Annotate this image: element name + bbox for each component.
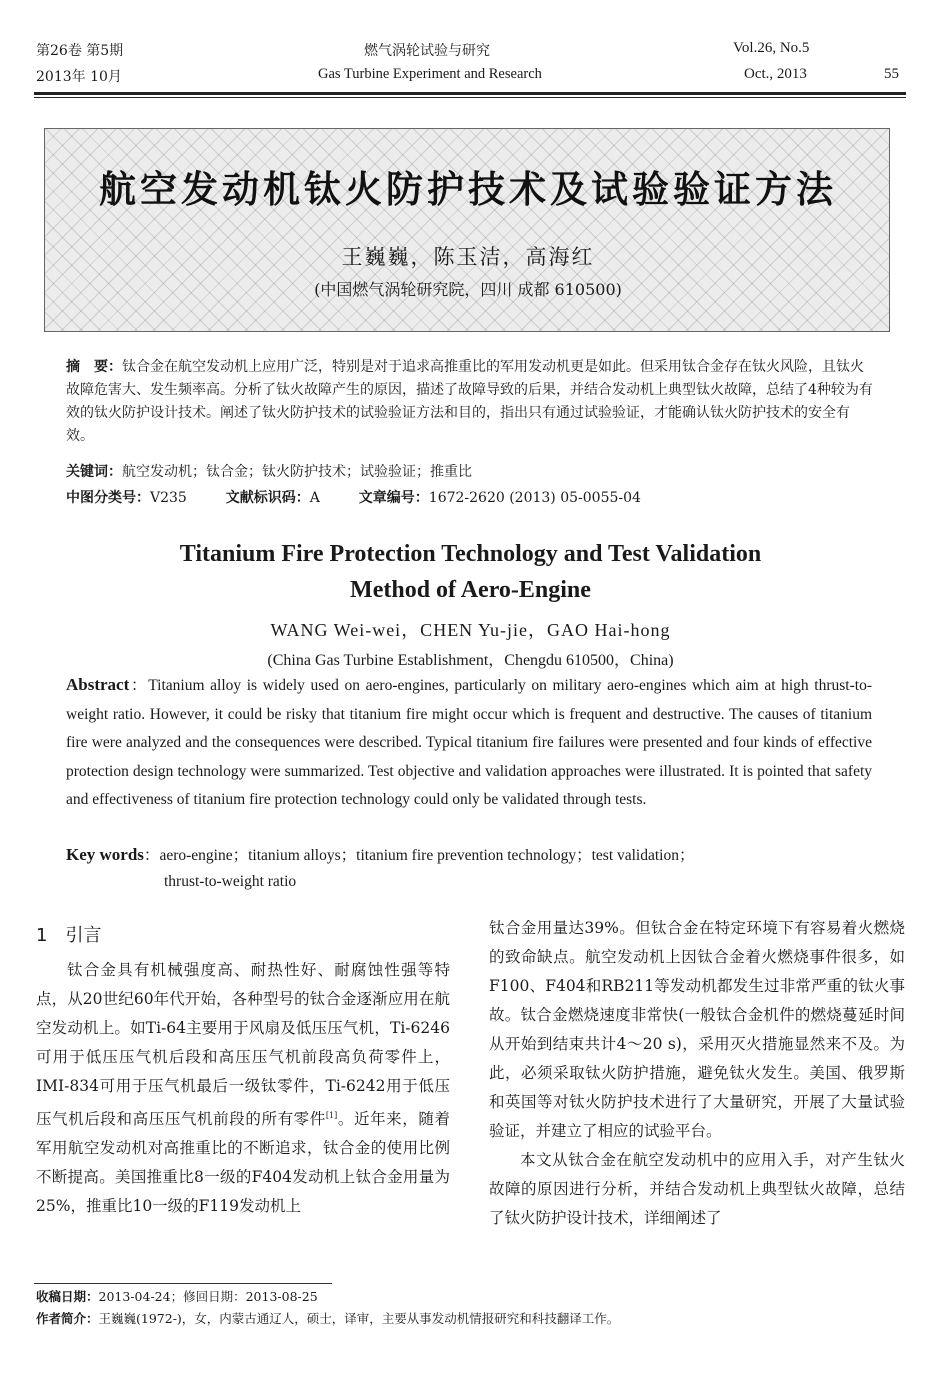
abstract-cn-label: 摘 要： [66, 359, 122, 375]
paper-title-en-line2: Method of Aero-Engine [350, 577, 591, 603]
footnote-received [36, 1287, 318, 1305]
intro-paragraph-1-text: 钛合金具有机械强度高、耐热性好、耐腐蚀性强等特点，从20世纪60年代开始，各种型号的钛合金逐渐应用在航空发动机上。如Ti-64主要用于风扇及低压压气机，Ti-6246可用于低压压气机后段和高压压气机前段高负荷零件上，IMI-834可用于压气机最后一级钛零件，Ti-6242用于低压压气机后段和高压压气机前段的所有零件 [36, 961, 450, 1129]
paper-title-cn: 航空发动机钛火防护技术及试验验证方法 [99, 168, 837, 211]
affiliation-cn: (中国燃气涡轮研究院，四川 成都 610500) [314, 280, 622, 299]
footnote-author-bio [36, 1309, 619, 1327]
intro-paragraph-2: 本文从钛合金在航空发动机中的应用入手，对产生钛火故障的原因进行分析，并结合发动机上典型钛火故障，总结了钛火防护设计技术，详细阐述了 [489, 1151, 905, 1227]
header-rule-thin [34, 97, 906, 98]
date-cn: 2013年 10月 [36, 69, 122, 85]
article-no-label: 文章编号： [358, 490, 429, 506]
body-column-left [36, 956, 450, 1221]
intro-paragraph-1-cont: 。近年来，随着军用航空发动机对高推重比的不断追求，钛合金的使用比例不断提高。美国推重比8一级的F404发动机上钛合金用量为25%，推重比10一级的F119发动机上 [36, 1110, 450, 1216]
keywords-en-line2: thrust-to-weight ratio [164, 873, 297, 890]
footnote-received-text: 2013-04-24；修回日期：2013-08-25 [98, 1289, 318, 1304]
page-number: 55 [884, 66, 899, 82]
footnote-author-label: 作者简介： [36, 1311, 99, 1326]
abstract-en-sep: ： [129, 677, 149, 694]
journal-name-en: Gas Turbine Experiment and Research [318, 66, 542, 82]
section-heading-introduction: 1 引言 [36, 925, 102, 946]
article-no-value: 1672-2620 (2013) 05-0055-04 [428, 490, 641, 506]
keywords-en [66, 843, 694, 865]
clc-label: 中图分类号： [66, 490, 150, 506]
date-en: Oct., 2013 [744, 66, 807, 82]
title-box [44, 128, 890, 332]
keywords-en-label: Key words [66, 845, 144, 864]
keywords-en-line1: aero-engine；titanium alloys；titanium fire prevention technology；test validation； [159, 847, 695, 864]
keywords-en-sep: ： [143, 847, 160, 864]
volume-issue-cn: 第26卷 第5期 [36, 43, 124, 59]
authors-en: WANG Wei-wei，CHEN Yu-jie，GAO Hai-hong [270, 620, 671, 640]
journal-name-cn: 燃气涡轮试验与研究 [364, 43, 490, 59]
doc-code-label: 文献标识码： [225, 490, 310, 506]
abstract-en [66, 671, 872, 815]
reference-marker: [1] [325, 1111, 338, 1120]
abstract-cn-text: 钛合金在航空发动机上应用广泛，特别是对于追求高推重比的军用发动机更是如此。但采用钛合金存在钛火风险，且钛火故障危害大、发生频率高。分析了钛火故障产生的原因，描述了故障导致的后果，并结合发动机上典型钛火故障，总结了4种较为有效的钛火防护设计技术。阐述了钛火防护技术的试验验证方法和目的，指出只有通过试验验证，才能确认钛火防护技术的安全有效。 [66, 359, 873, 444]
intro-paragraph-1-continued: 钛合金用量达39%。但钛合金在特定环境下有容易着火燃烧的致命缺点。航空发动机上因钛合金着火燃烧事件很多，如F100、F404和RB211等发动机都发生过非常严重的钛火事故。钛合金燃烧速度非常快(一般钛合金机件的燃烧蔓延时间从开始到结束共计4～20 s)，采用灭火措施显然来不及。为此，必须采取钛火防护措施，避免钛火发生。美国、俄罗斯和英国等对钛火防护技术进行了大量研究，开展了大量试验验证，并建立了相应的试验平台。 [489, 919, 905, 1140]
body-column-right [489, 914, 905, 1233]
header-rule-thick [34, 92, 906, 95]
paper-title-en-line1: Titanium Fire Protection Technology and Test Validation [179, 541, 762, 567]
doc-code-value: A [309, 490, 320, 506]
keywords-cn-text: 航空发动机；钛合金；钛火防护技术；试验验证；推重比 [122, 464, 472, 480]
keywords-cn [66, 461, 472, 481]
footnote-author-text: 王巍巍(1972-)，女，内蒙古通辽人，硕士，译审，主要从事发动机情报研究和科技翻译工作。 [98, 1311, 620, 1326]
clc-value: V235 [150, 490, 187, 506]
keywords-cn-label: 关键词： [66, 464, 122, 480]
classification-line [66, 487, 641, 507]
volume-issue-en: Vol.26, No.5 [733, 40, 810, 56]
affiliation-en: (China Gas Turbine Establishment，Chengdu 610500，China) [267, 652, 674, 669]
abstract-en-label: Abstract [66, 675, 130, 694]
abstract-cn [66, 356, 876, 448]
abstract-en-text: Titanium alloy is widely used on aero-engines, particularly on military aero-engines which aim at high thrust-to-weight ratio. However, it could be risky that titanium fire might occur which is frequent and destructive. The causes of titanium fire were analyzed and the consequences were described. Typical titanium fire failures were presented and four kinds of effective protection design technology were summarized. Test objective and validation approaches were illustrated. It is pointed that safety and effectiveness of titanium fire protection technology could only be validated through tests. [66, 677, 872, 808]
footnote-rule [34, 1283, 332, 1284]
intro-paragraph-1 [36, 956, 450, 1221]
authors-cn: 王巍巍，陈玉洁，高海红 [341, 245, 595, 269]
footnote-received-label: 收稿日期： [36, 1289, 99, 1304]
